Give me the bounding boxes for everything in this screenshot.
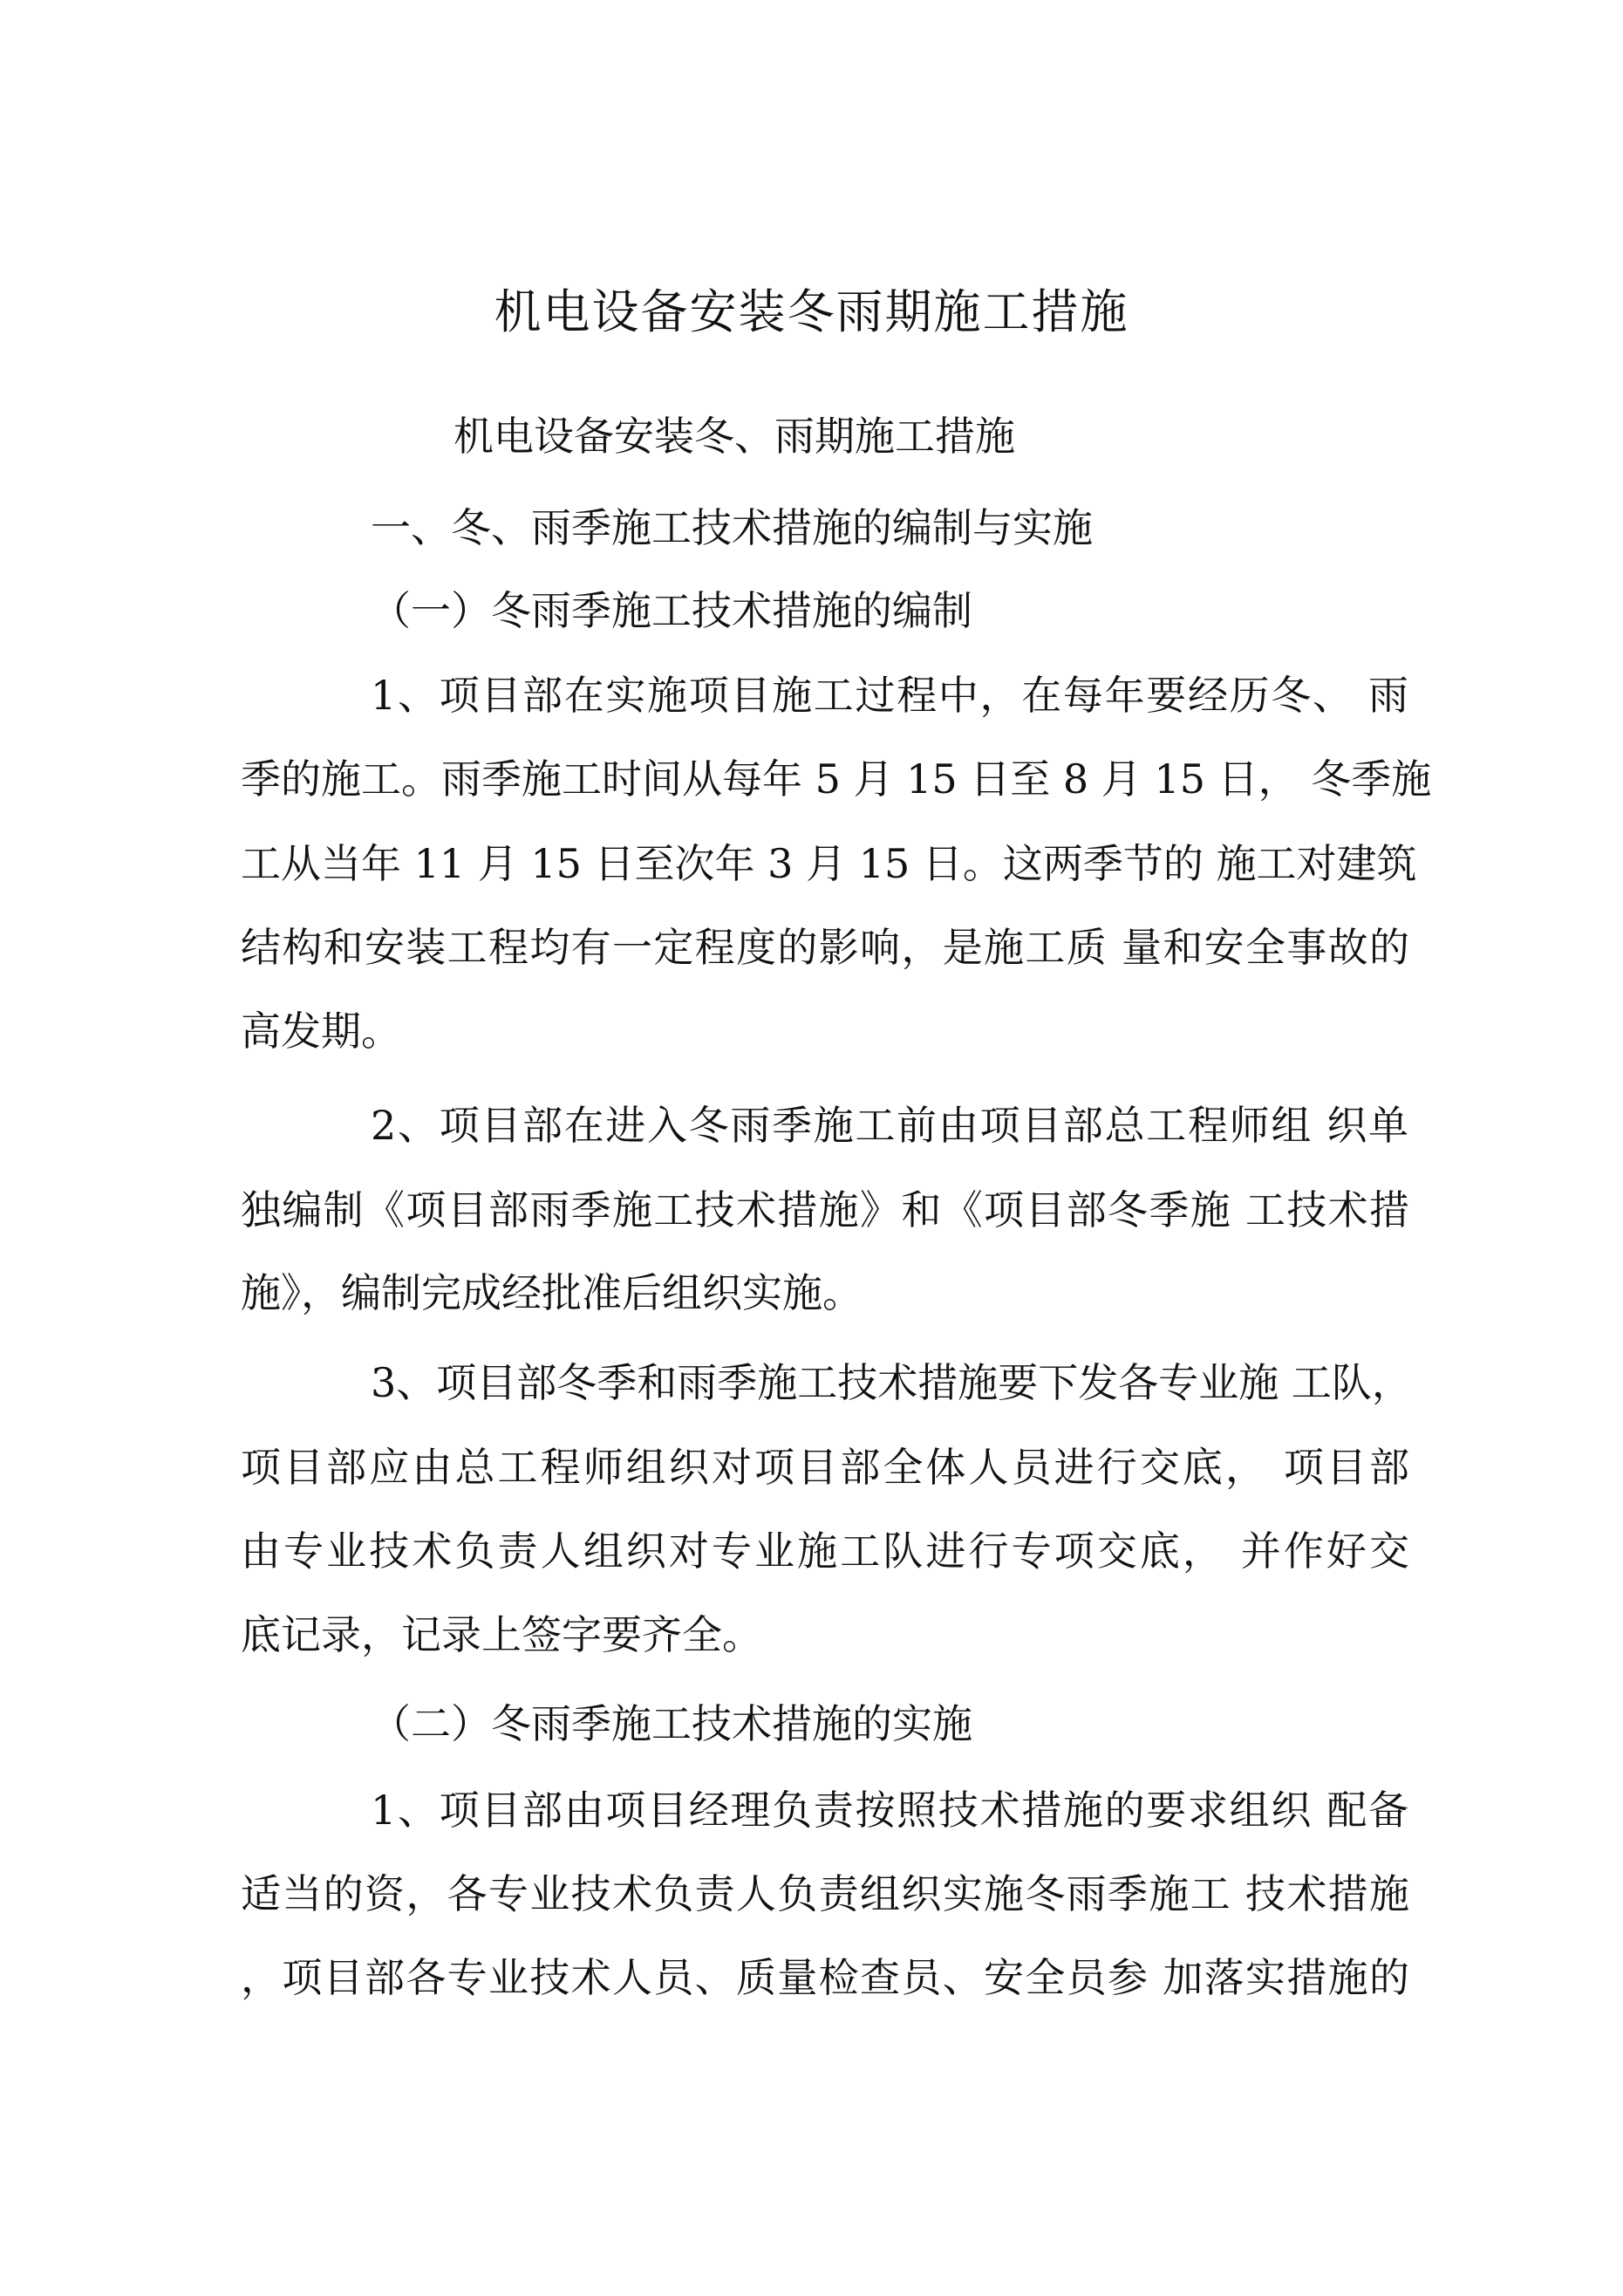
paragraph-3-line-3: 由专业技术负责人组织对专业施工队进行专项交底， 并作好交 <box>241 1527 1409 1575</box>
paragraph-3-line-2: 项目部应由总工程师组织对项目部全体人员进行交底， 项目部 <box>241 1444 1409 1491</box>
paragraph-1-line-3: 工从当年 11 月 15 日至次年 3 月 15 日。这两季节的 施工对建筑 <box>241 840 1417 887</box>
paragraph-2-line-1: 2、项目部在进入冬雨季施工前由项目部总工程师组 织单 <box>371 1102 1408 1149</box>
paragraph-1-line-5: 高发期。 <box>241 1008 401 1055</box>
subsection-heading-1: （一）冬雨季施工技术措施的编制 <box>371 587 972 634</box>
paragraph-1-line-2: 季的施工。雨季施工时间从每年 5 月 15 日至 8 月 15 日， 冬季施 <box>241 755 1432 803</box>
paragraph-2-line-2: 独编制《项目部雨季施工技术措施》和《项目部冬季施 工技术措 <box>241 1186 1409 1233</box>
paragraph-2-line-3: 施》，编制完成经批准后组织实施。 <box>241 1269 863 1316</box>
paragraph-4-line-1: 1、项目部由项目经理负责按照技术措施的要求组织 配备 <box>371 1787 1408 1834</box>
paragraph-4-line-3: ，项目部各专业技术人员、质量检查员、安全员参 加落实措施的 <box>241 1954 1409 2001</box>
subtitle: 机电设备安装冬、雨期施工措施 <box>453 413 1015 460</box>
paragraph-4-line-2: 适当的资，各专业技术负责人负责组织实施冬雨季施工 技术措施 <box>241 1870 1409 1917</box>
paragraph-3-line-1: 3、项目部冬季和雨季施工技术措施要下发各专业施 工队， <box>371 1359 1412 1406</box>
paragraph-1-line-1: 1、项目部在实施项目施工过程中，在每年要经历冬、 雨 <box>371 672 1408 719</box>
subsection-heading-2: （二）冬雨季施工技术措施的实施 <box>371 1700 972 1747</box>
section-heading-1: 一、冬、雨季施工技术措施的编制与实施 <box>371 504 1093 551</box>
paragraph-3-line-4: 底记录，记录上签字要齐全。 <box>241 1611 762 1658</box>
document-title: 机电设备安装冬雨期施工措施 <box>494 284 1129 339</box>
paragraph-1-line-4: 结构和安装工程均有一定程度的影响，是施工质 量和安全事故的 <box>241 924 1409 971</box>
